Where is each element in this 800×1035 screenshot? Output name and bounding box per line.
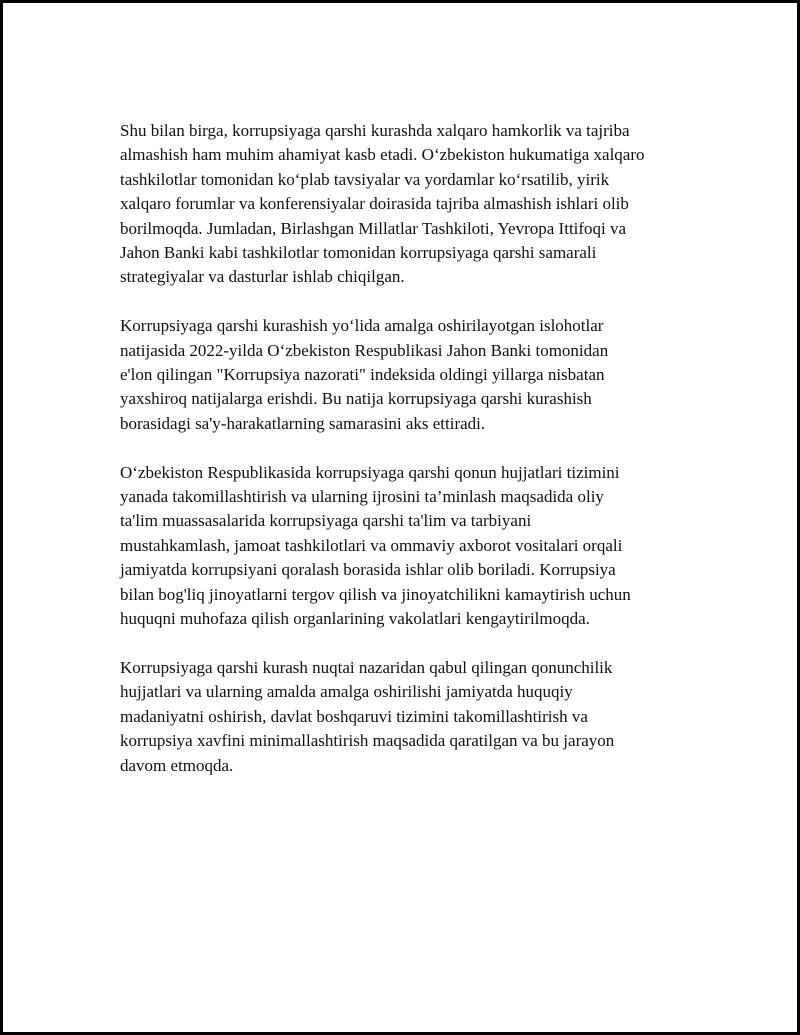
text-line: hujjatlari va ularning amalda amalga oshirilishi jamiyatda huquqiy xyxy=(120,682,573,702)
text-line: davom etmoqda. xyxy=(120,755,234,775)
text-line: borilmoqda. Jumladan, Birlashgan Millatlar Tashkiloti, Yevropa Ittifoqi va xyxy=(120,218,627,238)
text-line: yaxshiroq natijalarga erishdi. Bu natija korrupsiyaga qarshi kurashish xyxy=(120,389,592,409)
paragraph-4 xyxy=(120,656,690,778)
text-line: Shu bilan birga, korrupsiyaga qarshi kurashda xalqaro hamkorlik va tajriba xyxy=(120,121,630,140)
text-line: tashkilotlar tomonidan ko‘plab tavsiyalar va yordamlar ko‘rsatilib, yirik xyxy=(120,169,610,189)
text-line: O‘zbekiston Respublikasida korrupsiyaga qarshi qonun hujjatlari tizimini xyxy=(120,462,620,482)
text-line: bilan bog'liq jinoyatlarni tergov qilish va jinoyatchilikni kamaytirish uchun xyxy=(120,584,631,604)
text-line: korrupsiya xavfini minimallashtirish maqsadida qaratilgan va bu jarayon xyxy=(120,731,615,751)
text-line: strategiyalar va dasturlar ishlab chiqilgan. xyxy=(120,267,405,287)
text-line: borasidagi sa'y-harakatlarning samarasini aks ettiradi. xyxy=(120,413,486,433)
text-line: ta'lim muassasalarida korrupsiyaga qarshi ta'lim va tarbiyani xyxy=(120,511,532,531)
document-body xyxy=(120,119,690,802)
text-line: madaniyatni oshirish, davlat boshqaruvi tizimini takomillashtirish va xyxy=(120,706,588,726)
text-line: Jahon Banki kabi tashkilotlar tomonidan korrupsiyaga qarshi samarali xyxy=(120,243,597,263)
text-line: jamiyatda korrupsiyani qoralash borasida ishlar olib boriladi. Korrupsiya xyxy=(120,560,616,580)
text-line: natijasida 2022-yilda O‘zbekiston Respublikasi Jahon Banki tomonidan xyxy=(120,340,609,360)
text-line: e'lon qilingan "Korrupsiya nazorati" indeksida oldingi yillarga nisbatan xyxy=(120,365,605,385)
text-line: Korrupsiyaga qarshi kurash nuqtai nazaridan qabul qilingan qonunchilik xyxy=(120,657,613,677)
paragraph-1 xyxy=(120,119,690,290)
paragraph-3 xyxy=(120,461,690,632)
text-line: yanada takomillashtirish va ularning ijrosini ta’minlash maqsadida oliy xyxy=(120,487,604,507)
paragraph-2 xyxy=(120,314,690,436)
text-line: huquqni muhofaza qilish organlarining vakolatlari kengaytirilmoqda. xyxy=(120,609,590,629)
text-line: Korrupsiyaga qarshi kurashish yo‘lida amalga oshirilayotgan islohotlar xyxy=(120,316,604,336)
text-line: xalqaro forumlar va konferensiyalar doirasida tajriba almashish ishlari olib xyxy=(120,194,629,214)
text-line: mustahkamlash, jamoat tashkilotlari va ommaviy axborot vositalari orqali xyxy=(120,535,623,555)
text-line: almashish ham muhim ahamiyat kasb etadi. O‘zbekiston hukumatiga xalqaro xyxy=(120,145,645,165)
